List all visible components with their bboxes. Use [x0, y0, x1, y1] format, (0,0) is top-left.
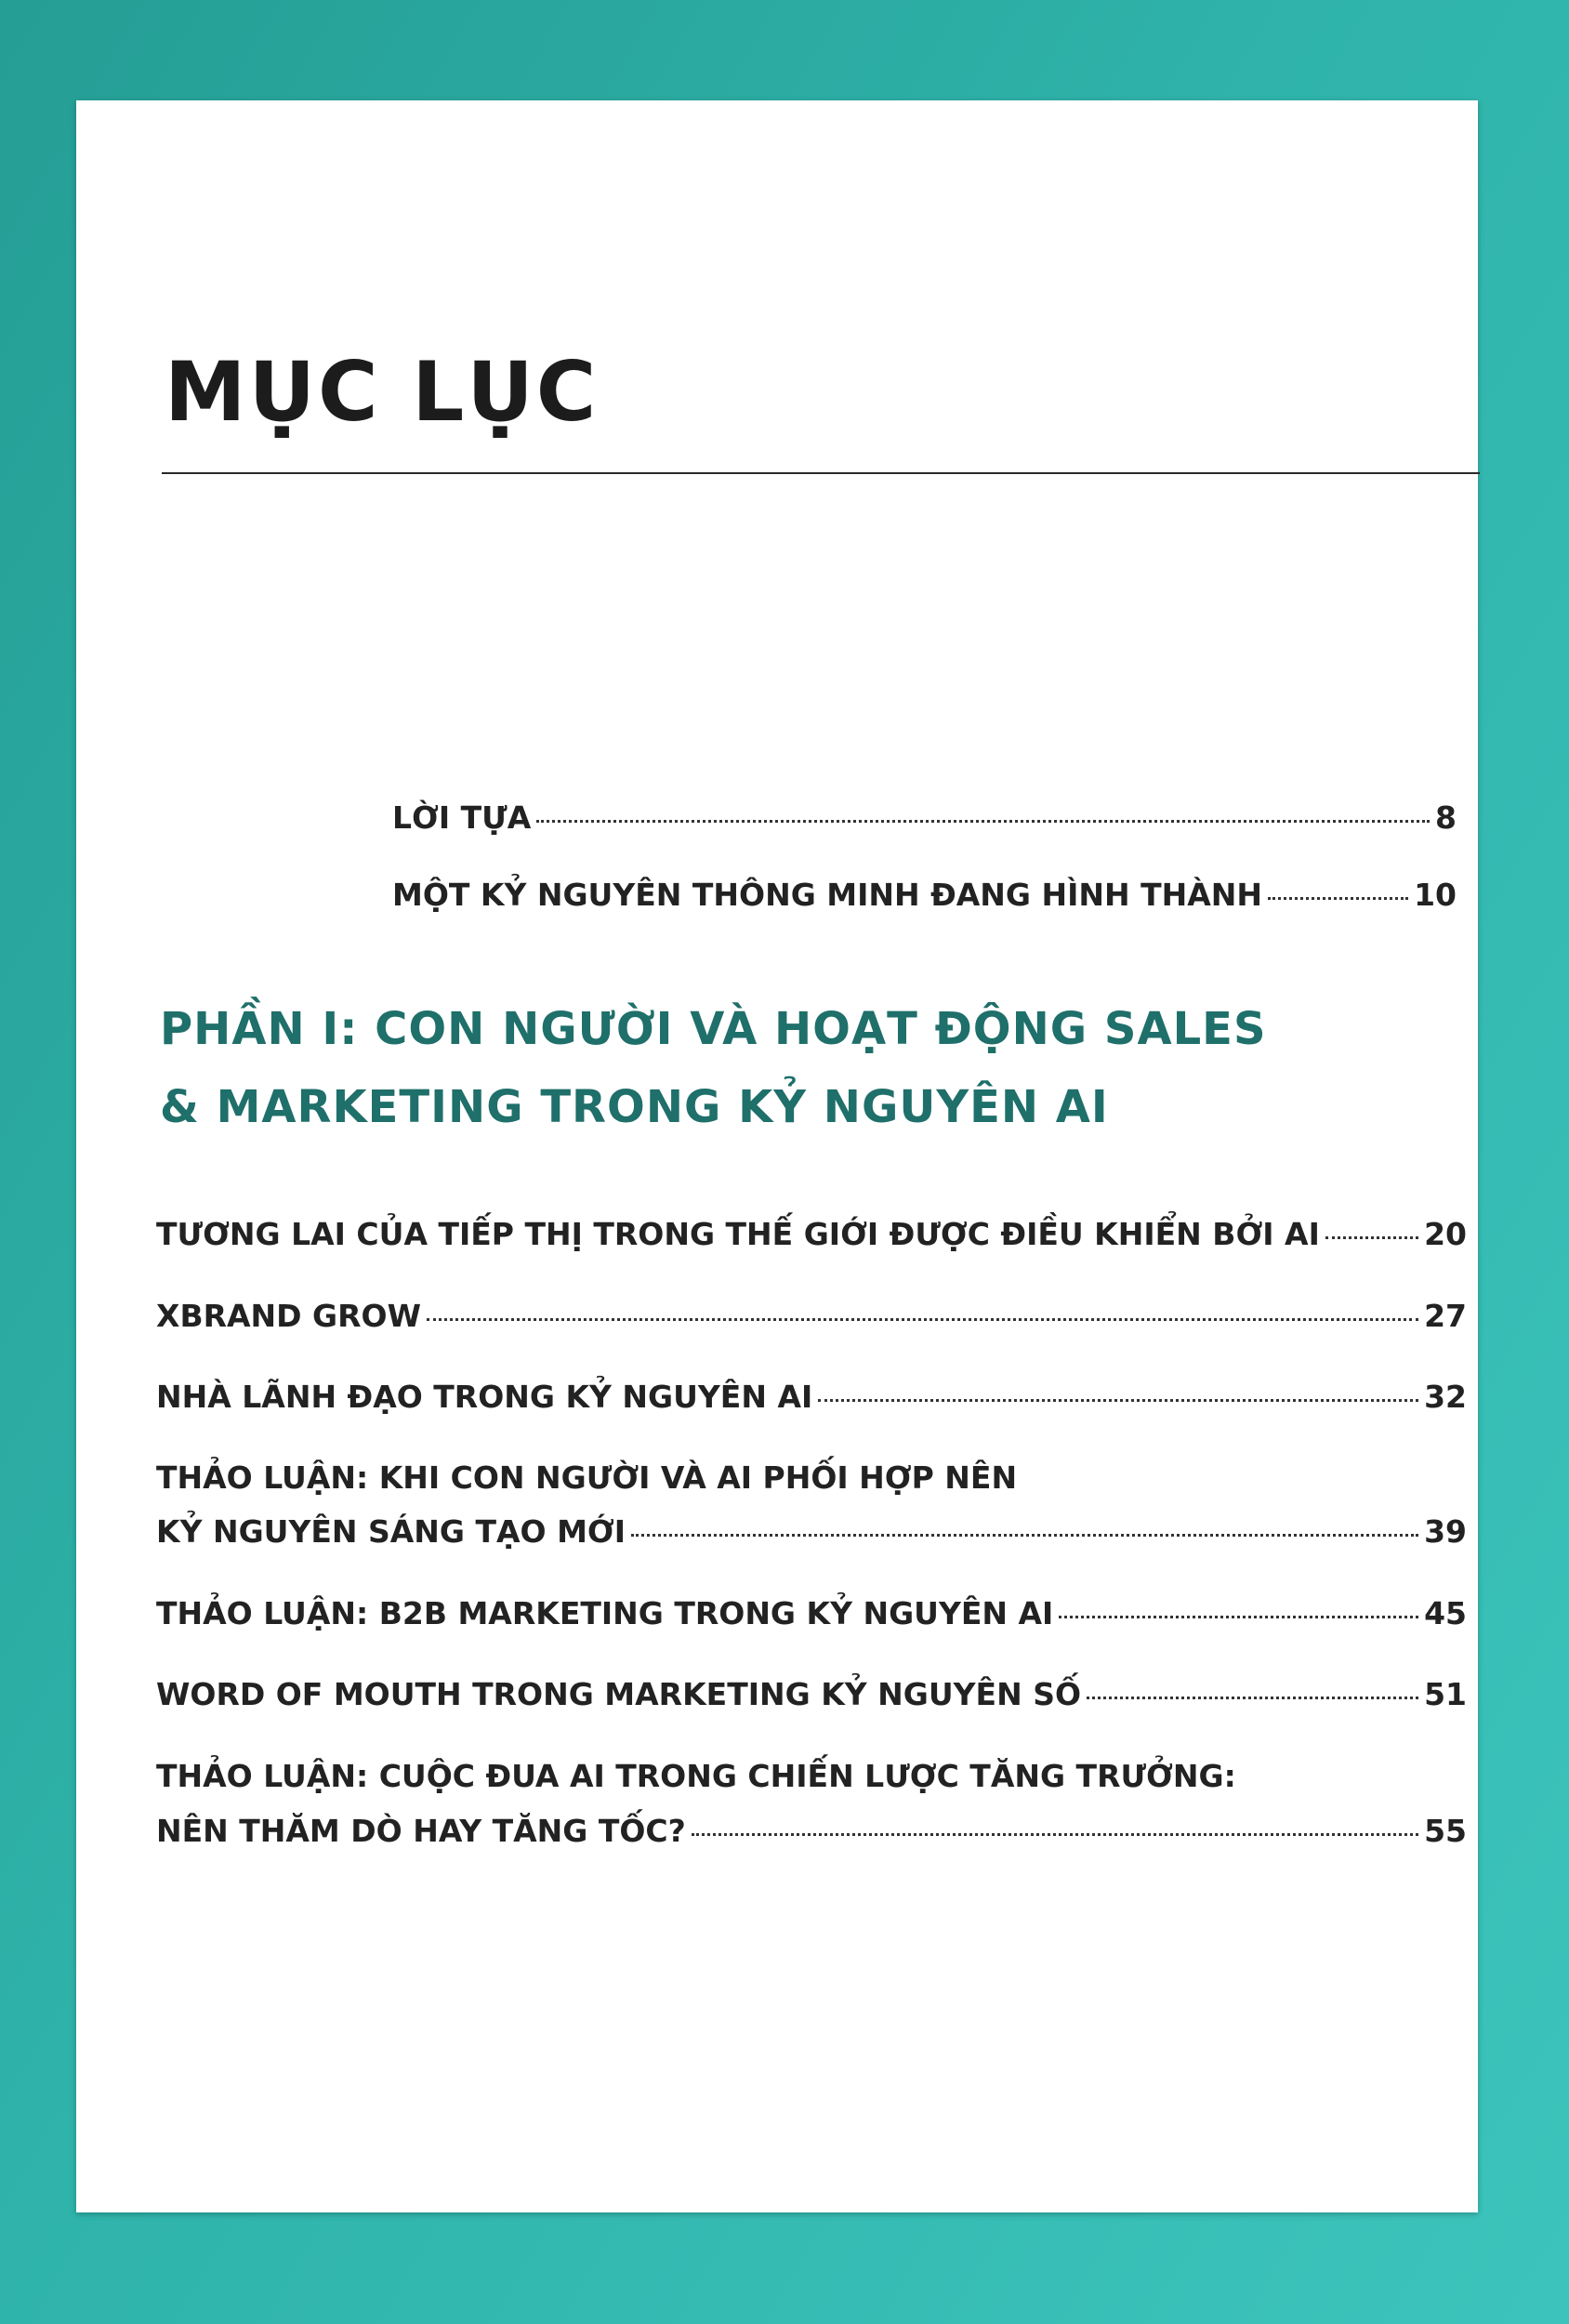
toc-entry-label: KỶ NGUYÊN SÁNG TẠO MỚI [156, 1513, 626, 1550]
toc-entry-page: 27 [1424, 1298, 1467, 1334]
dot-leader [427, 1318, 1418, 1321]
toc-entry-label: KHI CON NGƯỜI VÀ AI PHỐI HỢP NÊN [368, 1459, 1018, 1496]
discussion-prefix: THẢO LUẬN: [156, 1758, 369, 1794]
toc-entry [156, 1595, 1467, 1631]
toc-entry-first-line [156, 1459, 1017, 1496]
discussion-prefix: THẢO LUẬN: [156, 1459, 369, 1496]
toc-entry-label: THẢO LUẬN: B2B MARKETING TRONG KỶ NGUYÊN AI [156, 1595, 1054, 1631]
part-heading-line-2: & MARKETING TRONG KỶ NGUYÊN AI [160, 1081, 1109, 1133]
toc-entry-page: 20 [1424, 1216, 1467, 1252]
toc-entry [392, 877, 1457, 913]
toc-entry-label: CUỘC ĐUA AI TRONG CHIẾN LƯỢC TĂNG TRƯỞNG: [368, 1758, 1236, 1794]
toc-entry-page: 8 [1435, 799, 1457, 836]
toc-entry [392, 799, 1457, 836]
part-heading-line-1: PHẦN I: CON NGƯỜI VÀ HOẠT ĐỘNG SALES [160, 1003, 1267, 1055]
toc-entry-label: LỜI TỰA [392, 799, 532, 836]
toc-entry-page: 55 [1424, 1813, 1467, 1849]
toc-entry [156, 1216, 1467, 1252]
toc-entry-label: NÊN THĂM DÒ HAY TĂNG TỐC? [156, 1813, 686, 1849]
toc-entry [156, 1676, 1467, 1712]
dot-leader [692, 1833, 1418, 1836]
toc-entry-label: MỘT KỶ NGUYÊN THÔNG MINH ĐANG HÌNH THÀNH [392, 877, 1263, 913]
toc-entry-label: TƯƠNG LAI CỦA TIẾP THỊ TRONG THẾ GIỚI ĐƯỢC ĐIỀU KHIỂN BỞI AI [156, 1216, 1320, 1252]
title-underline [162, 472, 1480, 474]
toc-entry-page: 51 [1424, 1676, 1467, 1712]
toc-entry [156, 1379, 1467, 1415]
dot-leader [1087, 1697, 1418, 1699]
toc-entry-page: 45 [1424, 1595, 1467, 1631]
dot-leader [1325, 1236, 1418, 1239]
toc-entry-page: 32 [1424, 1379, 1467, 1415]
toc-entry-label: XBRAND GROW [156, 1298, 421, 1334]
dot-leader [1059, 1616, 1418, 1618]
dot-leader [818, 1399, 1418, 1402]
toc-entry [156, 1813, 1467, 1849]
toc-entry-label: NHÀ LÃNH ĐẠO TRONG KỶ NGUYÊN AI [156, 1379, 813, 1415]
dot-leader [536, 820, 1430, 823]
toc-entry [156, 1298, 1467, 1334]
dot-leader [631, 1534, 1418, 1537]
toc-entry-label: WORD OF MOUTH TRONG MARKETING KỶ NGUYÊN SỐ [156, 1676, 1082, 1712]
toc-page [76, 100, 1478, 2212]
toc-entry-page: 10 [1414, 877, 1457, 913]
toc-entry [156, 1513, 1467, 1550]
toc-entry-page: 39 [1424, 1513, 1467, 1550]
page-title: MỤC LỤC [165, 344, 600, 440]
dot-leader [1268, 897, 1408, 900]
toc-entry-first-line [156, 1758, 1236, 1794]
